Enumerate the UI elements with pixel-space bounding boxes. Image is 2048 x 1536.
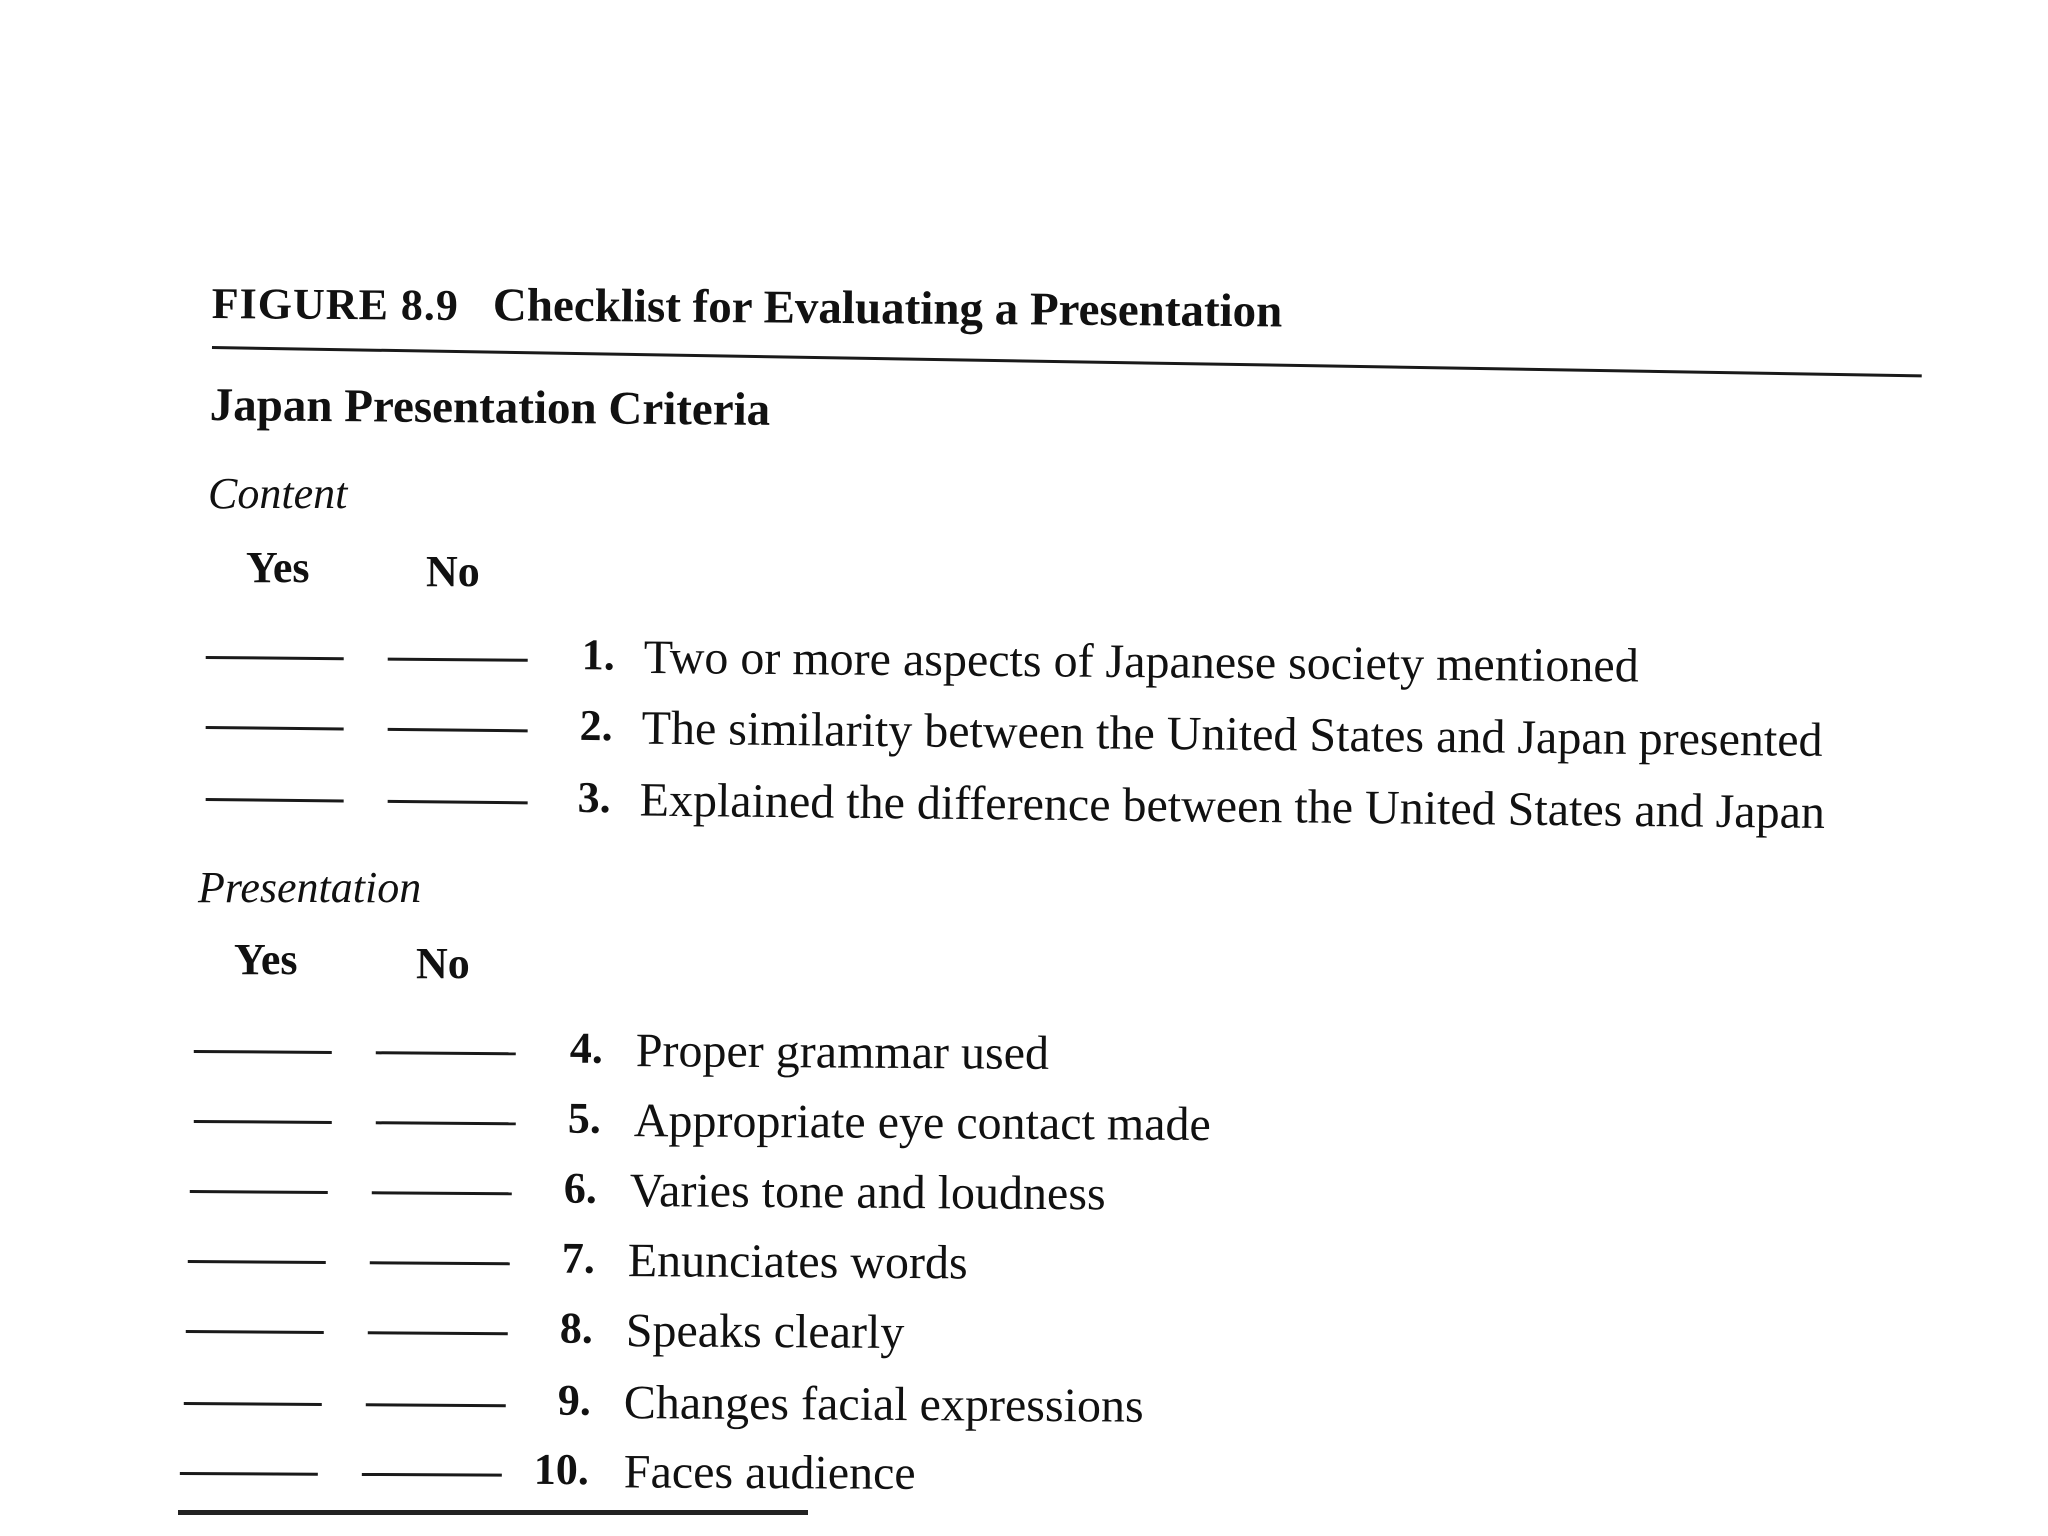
content-no-header: No	[426, 547, 480, 596]
item-text: Appropriate eye contact made	[633, 1094, 1212, 1152]
item-number: 8.	[559, 1303, 593, 1353]
item-number: 10.	[533, 1444, 589, 1495]
presentation-section-heading: Presentation	[198, 863, 422, 912]
item-text: Faces audience	[623, 1445, 916, 1500]
item-text: Speaks clearly	[625, 1304, 905, 1360]
item-number: 6.	[563, 1163, 597, 1213]
item-number: 3.	[577, 772, 611, 823]
no-blank[interactable]	[368, 1331, 508, 1335]
yes-blank[interactable]	[180, 1472, 318, 1476]
item-text: The similarity between the United States and Japan presented	[641, 701, 1823, 767]
item-text: Varies tone and loudness	[629, 1164, 1106, 1221]
item-text: Explained the difference between the United States and Japan	[639, 773, 1826, 839]
presentation-no-header: No	[416, 939, 470, 988]
item-number: 5.	[567, 1093, 601, 1143]
yes-blank[interactable]	[206, 726, 344, 730]
figure-label: FIGURE 8.9	[211, 278, 460, 330]
no-blank[interactable]	[376, 1051, 516, 1055]
content-section-heading: Content	[208, 469, 348, 518]
item-text: Changes facial expressions	[623, 1376, 1144, 1433]
item-number: 9.	[557, 1375, 591, 1425]
item-text: Proper grammar used	[635, 1024, 1050, 1080]
yes-blank[interactable]	[190, 1190, 328, 1194]
header-rule	[212, 346, 1922, 377]
yes-blank[interactable]	[194, 1120, 332, 1124]
no-blank[interactable]	[362, 1473, 502, 1477]
bottom-rule	[178, 1510, 808, 1515]
checklist-item-3	[205, 768, 1826, 839]
content-yes-header: Yes	[246, 543, 310, 592]
figure-title: Checklist for Evaluating a Presentation	[492, 279, 1283, 338]
no-blank[interactable]	[388, 658, 528, 662]
item-text: Two or more aspects of Japanese society mentioned	[643, 630, 1639, 693]
item-number: 2.	[579, 700, 613, 751]
no-blank[interactable]	[388, 728, 528, 732]
criteria-heading: Japan Presentation Criteria	[209, 378, 771, 436]
figure-header	[212, 276, 1912, 343]
yes-blank[interactable]	[194, 1050, 332, 1054]
item-number: 4.	[569, 1023, 603, 1073]
yes-blank[interactable]	[206, 798, 344, 802]
presentation-yes-header: Yes	[234, 935, 298, 984]
no-blank[interactable]	[366, 1403, 506, 1407]
item-number: 1.	[581, 630, 615, 680]
checklist-item-1	[205, 626, 1639, 693]
no-blank[interactable]	[376, 1121, 516, 1125]
item-number: 7.	[561, 1233, 595, 1283]
yes-blank[interactable]	[186, 1330, 324, 1334]
yes-blank[interactable]	[206, 656, 344, 660]
item-text: Enunciates words	[627, 1234, 968, 1290]
no-blank[interactable]	[388, 800, 528, 804]
yes-blank[interactable]	[188, 1260, 326, 1264]
no-blank[interactable]	[370, 1261, 510, 1265]
no-blank[interactable]	[372, 1191, 512, 1195]
yes-blank[interactable]	[184, 1402, 322, 1406]
checklist-item-2	[205, 696, 1823, 767]
